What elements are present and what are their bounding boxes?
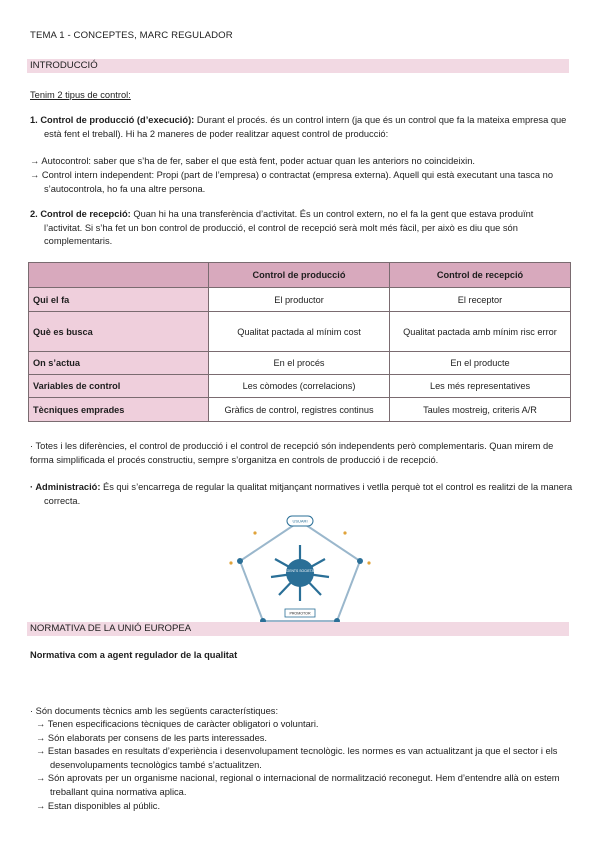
top-node-label: USUARI xyxy=(292,518,308,524)
table-cell: Gràfics de control, registres continus xyxy=(209,398,390,422)
table-cell: El receptor xyxy=(390,288,571,312)
agents-pentagon-diagram xyxy=(225,511,375,633)
table-header-cell: Control de recepció xyxy=(390,263,571,288)
list-item: → Estan disponibles al públic. xyxy=(36,800,161,811)
list-item: → Són elaborats per consens de les parts interessades. xyxy=(36,732,268,743)
row-label: Variables de control xyxy=(29,375,209,398)
note-complementaris: · Totes i les diferències, el control de producció i el control de recepció són independents però complementaris. Quan mirem de forma simplificada el procés constructiu, sempre s’organitza en controls de producció i de recepció. xyxy=(30,441,554,465)
normativa-lead: · Són documents tècnics amb les següents característiques: xyxy=(30,706,279,716)
section-heading: NORMATIVA DE LA UNIÓ EUROPEA xyxy=(30,623,192,634)
table-row xyxy=(29,288,571,312)
table-header-cell xyxy=(29,263,209,288)
administracio-text: És qui s’encarrega de regular la qualitat mitjançant normatives i vetlla perquè tot el control es realitzi de la manera correcta. xyxy=(44,482,573,506)
item2-label: 2. Control de recepció: xyxy=(30,209,131,219)
item1-text: Durant el procés. és un control intern (ja que és un control que fa la mateixa empresa que està fent el treball). Hi ha 2 maneres de poder realitzar aquest control de producció: xyxy=(44,115,567,139)
bottom-node-label: PROMOTOR xyxy=(289,611,311,616)
center-node xyxy=(286,559,314,587)
item-control-recepcio xyxy=(30,208,569,249)
table-cell: En el procés xyxy=(209,352,390,375)
table-row xyxy=(29,375,571,398)
subitem-autocontrol: → Autocontrol: saber que s’ha de fer, saber el que està fent, poder actuar quan les anteriors no coincideixin. xyxy=(30,156,475,166)
table-cell: Taules mostreig, criteris A/R xyxy=(390,398,571,422)
table-cell: Qualitat pactada amb mínim risc error xyxy=(390,312,571,352)
section-header-intro xyxy=(27,59,569,73)
list-item: → Són aprovats per un organisme nacional, regional o internacional de normalització reconegut. Hem d’entendre allà on estem treballant quina normativa aplica. xyxy=(36,773,560,797)
table-cell: Qualitat pactada al mínim cost xyxy=(209,312,390,352)
item-control-produccio xyxy=(30,114,569,141)
table-cell: Les còmodes (correlacions) xyxy=(209,375,390,398)
administracio-label: · Administració: xyxy=(30,482,101,492)
row-label: Tècniques emprades xyxy=(29,398,209,422)
table-header-cell: Control de producció xyxy=(209,263,390,288)
list-item: → Estan basades en resultats d’experiència i desenvolupament tecnològic. les normes es van actualitzant ja que el sector i els desenvolupaments tecnològics també s’actualitzen. xyxy=(36,746,558,770)
table-cell: El productor xyxy=(209,288,390,312)
item2-text: Quan hi ha una transferència d’activitat. És un control extern, no el fa la gent que estava produïnt l’activitat. Si s’ha fet un bon control de producció, el control de recepció serà molt més fàcil, per això es diu que són complementaris. xyxy=(44,209,534,247)
row-label: Qui el fa xyxy=(29,288,209,312)
item1-label: 1. Control de producció (d’execució): xyxy=(30,115,195,125)
center-label: AGENTS SOCIETAT xyxy=(284,569,316,573)
note-administracio xyxy=(30,481,584,508)
section-header-normativa xyxy=(27,622,569,636)
row-label: On s’actua xyxy=(29,352,209,375)
table-row xyxy=(29,312,571,352)
normativa-subheading: Normativa com a agent regulador de la qualitat xyxy=(30,650,238,660)
intro-lead: Tenim 2 tipus de control: xyxy=(30,90,131,100)
row-label: Què es busca xyxy=(29,312,209,352)
table-row xyxy=(29,352,571,375)
table-row xyxy=(29,398,571,422)
list-item: → Tenen especificacions tècniques de caràcter obligatori o voluntari. xyxy=(36,719,319,729)
table-cell: Les més representatives xyxy=(390,375,571,398)
table-cell: En el producte xyxy=(390,352,571,375)
section-heading: INTRODUCCIÓ xyxy=(30,60,98,71)
page-title: TEMA 1 - CONCEPTES, MARC REGULADOR xyxy=(30,30,233,41)
comparison-table xyxy=(28,262,571,422)
subitem-control-intern: → Control intern independent: Propi (part de l’empresa) o contractat (empresa externa). Aquell qui està executant una tasca no s’autocontrola, ho fa una altre persona. xyxy=(30,170,553,194)
normativa-list xyxy=(36,718,564,813)
table-header-row xyxy=(29,263,571,288)
